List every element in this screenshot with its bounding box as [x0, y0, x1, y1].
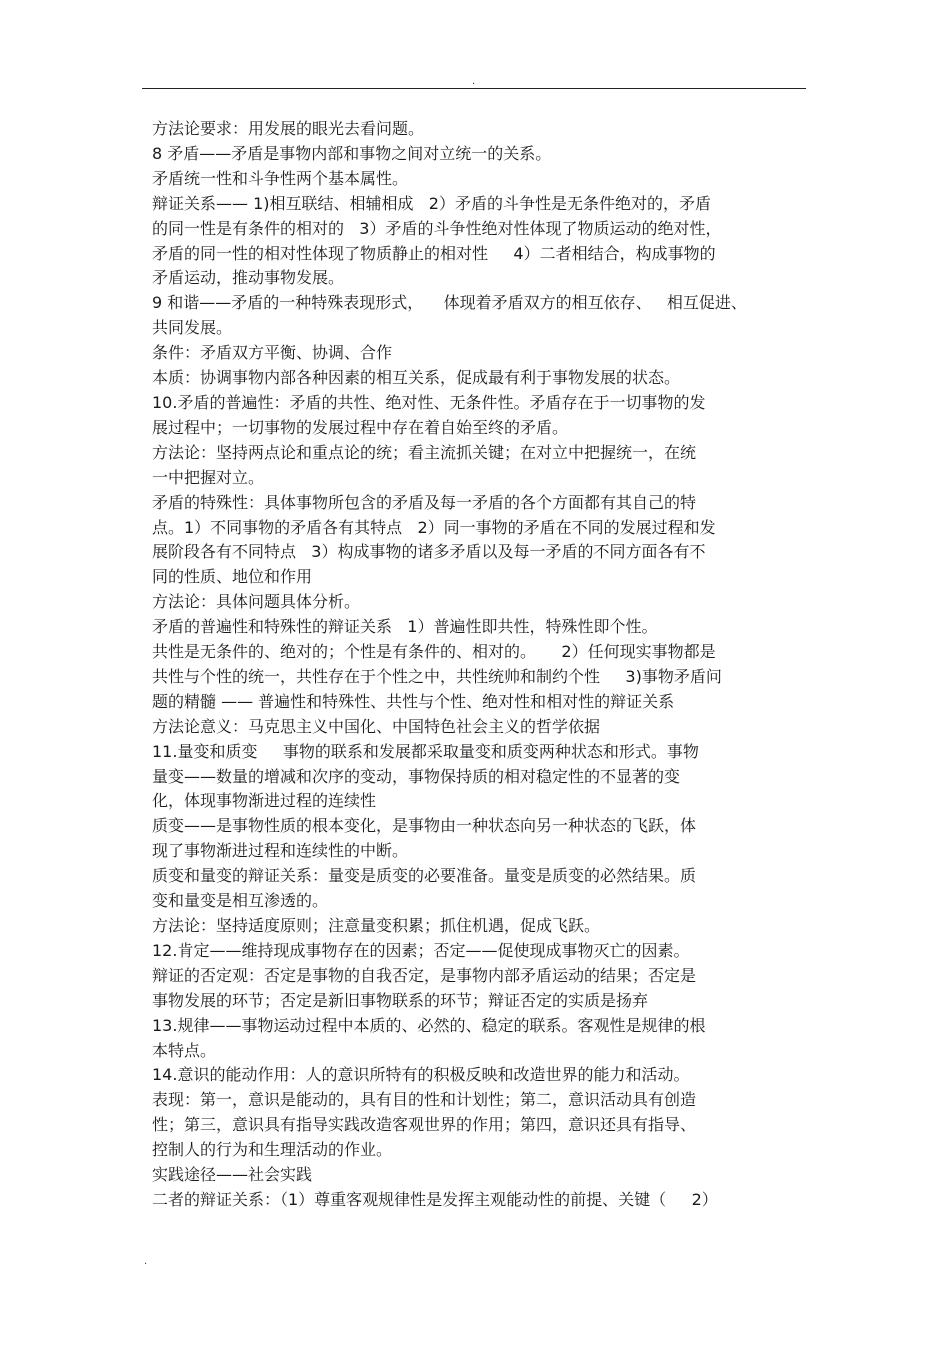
text-line: 10.矛盾的普遍性：矛盾的共性、绝对性、无条件性。矛盾存在于一切事物的发 [152, 392, 706, 412]
text-line: 矛盾统一性和斗争性两个基本属性。 [152, 168, 409, 188]
text-line: 共同发展。 [152, 318, 233, 338]
text-line: 共性与个性的统一，共性存在于个性之中，共性统帅和制约个性 3)事物矛盾问 [152, 666, 722, 686]
text-line: 题的精髓 —— 普遍性和特殊性、共性与个性、绝对性和相对性的辩证关系 [152, 691, 675, 711]
text-line: 表现：第一，意识是能动的，具有目的性和计划性；第二，意识活动具有创造 [152, 1090, 697, 1110]
text-line: 事物发展的环节；否定是新旧事物联系的环节；辩证否定的实质是扬弃 [152, 990, 649, 1010]
text-line: 矛盾的特殊性：具体事物所包含的矛盾及每一矛盾的各个方面都有其自己的特 [152, 492, 697, 512]
text-line: 质变和量变的辩证关系：量变是质变的必要准备。量变是质变的必然结果。质 [152, 866, 697, 886]
text-line: 方法论：具体问题具体分析。 [152, 592, 361, 612]
text-line: 方法论：坚持两点论和重点论的统；看主流抓关键；在对立中把握统一，在统 [152, 442, 697, 462]
text-line: 本特点。 [152, 1040, 217, 1060]
text-line: 同的性质、地位和作用 [152, 567, 313, 587]
text-line: 12.肯定——维持现成事物存在的因素；否定——促使现成事物灭亡的因素。 [152, 940, 690, 960]
text-line: 辩证关系—— 1)相互联结、相辅相成 2）矛盾的斗争性是无条件绝对的，矛盾 [152, 193, 711, 213]
document-body [152, 117, 812, 1213]
text-line: 二者的辩证关系：（1）尊重客观规律性是发挥主观能动性的前提、关键（ 2） [152, 1189, 718, 1209]
text-line: 14.意识的能动作用：人的意识所特有的积极反映和改造世界的能力和活动。 [152, 1065, 690, 1085]
text-line: 变和量变是相互渗透的。 [152, 891, 329, 911]
text-line: 共性是无条件的、绝对的；个性是有条件的、相对的。 2）任何现实事物都是 [152, 642, 716, 662]
text-line: 的同一性是有条件的相对的 3）矛盾的斗争性绝对性体现了物质运动的绝对性， [152, 218, 722, 238]
text-line: 性；第三，意识具有指导实践改造客观世界的作用；第四，意识还具有指导、 [152, 1115, 697, 1135]
header-rule [142, 88, 806, 89]
text-line: 质变——是事物性质的根本变化，是事物由一种状态向另一种状态的飞跃，体 [152, 816, 697, 836]
text-line: 现了事物渐进过程和连续性的中断。 [152, 841, 409, 861]
text-line: 矛盾的同一性的相对性体现了物质静止的相对性 4）二者相结合，构成事物的 [152, 243, 716, 263]
text-line: 13.规律——事物运动过程中本质的、必然的、稳定的联系。客观性是规律的根 [152, 1015, 706, 1035]
text-line: 方法论：坚持适度原则；注意量变积累；抓住机遇，促成飞跃。 [152, 916, 601, 935]
text-line: 条件：矛盾双方平衡、协调、合作 [152, 343, 393, 363]
text-line: 点。1）不同事物的矛盾各有其特点 2）同一事物的矛盾在不同的发展过程和发 [152, 517, 716, 537]
text-line: 展阶段各有不同特点 3）构成事物的诸多矛盾以及每一矛盾的不同方面各有不 [152, 542, 706, 562]
text-line: 量变——数量的增减和次序的变动，事物保持质的相对稳定性的不显著的变 [152, 766, 681, 786]
text-line: 矛盾运动，推动事物发展。 [152, 268, 345, 288]
text-line: 方法论要求：用发展的眼光去看问题。 [152, 119, 425, 138]
text-line: 矛盾的普遍性和特殊性的辩证关系 1）普遍性即共性，特殊性即个性。 [152, 617, 658, 637]
text-line: 本质：协调事物内部各种因素的相互关系，促成最有利于事物发展的状态。 [152, 368, 681, 388]
text-line: 方法论意义：马克思主义中国化、中国特色社会主义的哲学依据 [152, 716, 601, 736]
text-line: 展过程中；一切事物的发展过程中存在着自始至终的矛盾。 [152, 417, 569, 437]
text-line: 11.量变和质变 事物的联系和发展都采取量变和质变两种状态和形式。事物 [152, 741, 699, 761]
text-line: 8 矛盾——矛盾是事物内部和事物之间对立统一的关系。 [152, 143, 552, 163]
text-line: 化，体现事物渐进过程的连续性 [152, 791, 377, 811]
text-line: 实践途径——社会实践 [152, 1165, 313, 1185]
text-line: 辩证的否定观：否定是事物的自我否定，是事物内部矛盾运动的结果；否定是 [152, 965, 697, 985]
text-line: 9 和谐——矛盾的一种特殊表现形式， 体现着矛盾双方的相互依存、 相互促进、 [152, 293, 747, 313]
header-mark: . [472, 76, 476, 87]
text-line: 一中把握对立。 [152, 467, 265, 487]
text-line: 控制人的行为和生理活动的作业。 [152, 1140, 393, 1160]
footer-mark: . [144, 1256, 148, 1267]
